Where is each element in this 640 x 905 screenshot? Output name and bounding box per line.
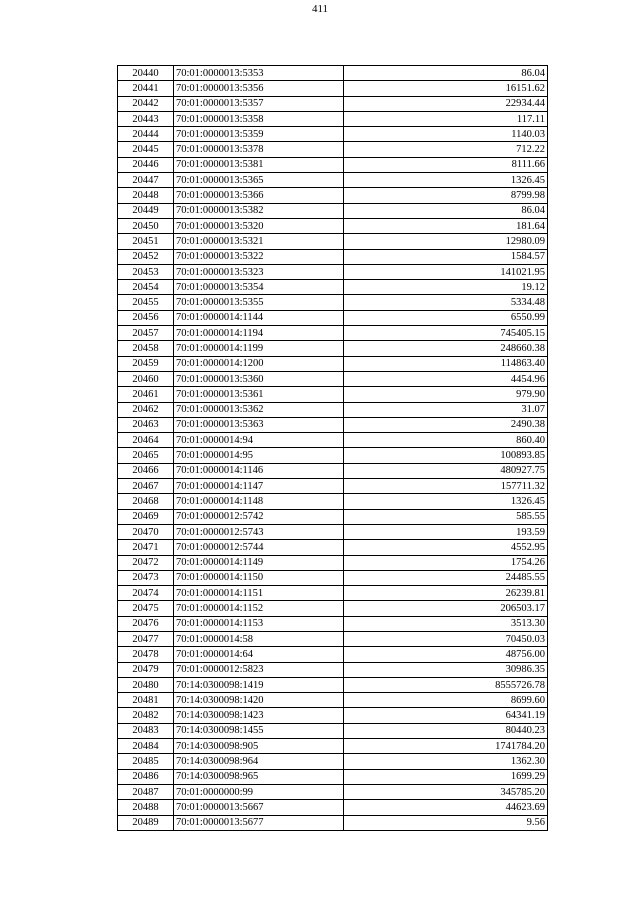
cadastral-number: 70:01:0000013:5357 [174,96,344,111]
cadastral-value: 100893.85 [344,448,548,463]
row-number: 20464 [118,433,174,448]
cadastral-number: 70:01:0000014:1200 [174,356,344,371]
row-number: 20455 [118,295,174,310]
table-row [118,310,548,325]
table-row [118,295,548,310]
cadastral-number: 70:01:0000014:1153 [174,616,344,631]
row-number: 20478 [118,647,174,662]
row-number: 20466 [118,463,174,478]
cadastral-value: 8111.66 [344,157,548,172]
cadastral-number: 70:14:0300098:1423 [174,708,344,723]
cadastral-number: 70:01:0000013:5365 [174,173,344,188]
table-row [118,264,548,279]
row-number: 20461 [118,387,174,402]
table-row [118,127,548,142]
cadastral-value: 22934.44 [344,96,548,111]
row-number: 20460 [118,371,174,386]
cadastral-value: 745405.15 [344,326,548,341]
row-number: 20465 [118,448,174,463]
cadastral-value: 9.56 [344,815,548,830]
cadastral-number: 70:01:0000013:5322 [174,249,344,264]
cadastral-value: 1362.30 [344,754,548,769]
row-number: 20446 [118,157,174,172]
cadastral-number: 70:01:0000013:5363 [174,417,344,432]
cadastral-number: 70:01:0000014:94 [174,433,344,448]
cadastral-value: 117.11 [344,111,548,126]
row-number: 20456 [118,310,174,325]
cadastral-number: 70:14:0300098:964 [174,754,344,769]
cadastral-number: 70:01:0000014:1144 [174,310,344,325]
row-number: 20487 [118,784,174,799]
cadastral-number: 70:01:0000013:5356 [174,81,344,96]
row-number: 20442 [118,96,174,111]
cadastral-value: 64341.19 [344,708,548,723]
cadastral-number: 70:01:0000013:5667 [174,800,344,815]
cadastral-value: 480927.75 [344,463,548,478]
table-row [118,677,548,692]
table-row [118,540,548,555]
cadastral-value: 248660.38 [344,341,548,356]
row-number: 20489 [118,815,174,830]
row-number: 20488 [118,800,174,815]
cadastral-value: 1699.29 [344,769,548,784]
table-row [118,188,548,203]
row-number: 20485 [118,754,174,769]
table-row [118,815,548,830]
table-row [118,784,548,799]
cadastral-value: 5334.48 [344,295,548,310]
row-number: 20467 [118,479,174,494]
table-row [118,647,548,662]
cadastral-number: 70:01:0000013:5677 [174,815,344,830]
row-number: 20459 [118,356,174,371]
table-row [118,693,548,708]
cadastral-value: 1741784.20 [344,739,548,754]
table-row [118,417,548,432]
table-row [118,769,548,784]
row-number: 20447 [118,173,174,188]
row-number: 20443 [118,111,174,126]
row-number: 20445 [118,142,174,157]
row-number: 20441 [118,81,174,96]
cadastral-value-table [117,65,548,831]
cadastral-value: 31.07 [344,402,548,417]
table-row [118,586,548,601]
cadastral-number: 70:01:0000013:5382 [174,203,344,218]
cadastral-number: 70:01:0000013:5360 [174,371,344,386]
cadastral-value: 1584.57 [344,249,548,264]
cadastral-value: 141021.95 [344,264,548,279]
cadastral-number: 70:01:0000013:5354 [174,280,344,295]
row-number: 20444 [118,127,174,142]
row-number: 20474 [118,586,174,601]
cadastral-number: 70:01:0000014:1150 [174,570,344,585]
cadastral-number: 70:01:0000013:5321 [174,234,344,249]
table-row [118,249,548,264]
cadastral-value: 157711.32 [344,479,548,494]
cadastral-number: 70:01:0000013:5323 [174,264,344,279]
cadastral-number: 70:01:0000014:64 [174,647,344,662]
row-number: 20481 [118,693,174,708]
cadastral-number: 70:01:0000013:5353 [174,66,344,81]
cadastral-number: 70:01:0000014:58 [174,631,344,646]
table-row [118,326,548,341]
table-row [118,555,548,570]
table-row [118,371,548,386]
row-number: 20462 [118,402,174,417]
row-number: 20472 [118,555,174,570]
row-number: 20484 [118,739,174,754]
table-row [118,631,548,646]
cadastral-value: 24485.55 [344,570,548,585]
cadastral-number: 70:01:0000014:1194 [174,326,344,341]
table-row [118,433,548,448]
cadastral-value: 70450.03 [344,631,548,646]
cadastral-number: 70:01:0000013:5358 [174,111,344,126]
cadastral-value: 3513.30 [344,616,548,631]
row-number: 20449 [118,203,174,218]
table-row [118,157,548,172]
table-row [118,96,548,111]
row-number: 20469 [118,509,174,524]
row-number: 20470 [118,524,174,539]
cadastral-value: 1326.45 [344,494,548,509]
table-row [118,402,548,417]
row-number: 20448 [118,188,174,203]
row-number: 20463 [118,417,174,432]
cadastral-number: 70:14:0300098:1420 [174,693,344,708]
table-row [118,723,548,738]
cadastral-value: 206503.17 [344,601,548,616]
cadastral-number: 70:01:0000014:1149 [174,555,344,570]
table-row [118,142,548,157]
cadastral-value: 86.04 [344,66,548,81]
cadastral-value: 19.12 [344,280,548,295]
cadastral-value: 8799.98 [344,188,548,203]
table-row [118,280,548,295]
cadastral-number: 70:01:0000014:1147 [174,479,344,494]
cadastral-value: 44623.69 [344,800,548,815]
table-row [118,509,548,524]
cadastral-value: 1754.26 [344,555,548,570]
cadastral-value: 114863.40 [344,356,548,371]
cadastral-value: 2490.38 [344,417,548,432]
cadastral-number: 70:01:0000013:5366 [174,188,344,203]
cadastral-number: 70:01:0000012:5823 [174,662,344,677]
cadastral-number: 70:01:0000014:1199 [174,341,344,356]
cadastral-value: 1140.03 [344,127,548,142]
cadastral-value: 12980.09 [344,234,548,249]
table-row [118,356,548,371]
table-row [118,616,548,631]
table-row [118,81,548,96]
cadastral-number: 70:01:0000012:5744 [174,540,344,555]
cadastral-value: 48756.00 [344,647,548,662]
cadastral-number: 70:01:0000014:1148 [174,494,344,509]
table-row [118,494,548,509]
cadastral-number: 70:01:0000014:95 [174,448,344,463]
cadastral-value: 345785.20 [344,784,548,799]
table-row [118,341,548,356]
cadastral-value: 6550.99 [344,310,548,325]
cadastral-value: 80440.23 [344,723,548,738]
row-number: 20454 [118,280,174,295]
table-row [118,570,548,585]
cadastral-number: 70:01:0000013:5362 [174,402,344,417]
page-number: 411 [311,3,329,15]
cadastral-number: 70:01:0000013:5359 [174,127,344,142]
table-row [118,800,548,815]
cadastral-value: 4454.96 [344,371,548,386]
cadastral-value: 860.40 [344,433,548,448]
cadastral-number: 70:01:0000012:5742 [174,509,344,524]
table-row [118,218,548,233]
table-row [118,601,548,616]
row-number: 20471 [118,540,174,555]
cadastral-value: 30986.35 [344,662,548,677]
table-row [118,479,548,494]
table-row [118,448,548,463]
row-number: 20451 [118,234,174,249]
row-number: 20483 [118,723,174,738]
row-number: 20458 [118,341,174,356]
row-number: 20475 [118,601,174,616]
cadastral-value: 193.59 [344,524,548,539]
table-row [118,739,548,754]
row-number: 20453 [118,264,174,279]
cadastral-value: 181.64 [344,218,548,233]
cadastral-value: 26239.81 [344,586,548,601]
cadastral-value: 8699.60 [344,693,548,708]
table-row [118,754,548,769]
cadastral-value: 16151.62 [344,81,548,96]
cadastral-number: 70:14:0300098:905 [174,739,344,754]
row-number: 20486 [118,769,174,784]
cadastral-value: 1326.45 [344,173,548,188]
table-row [118,111,548,126]
cadastral-number: 70:01:0000014:1151 [174,586,344,601]
row-number: 20473 [118,570,174,585]
row-number: 20480 [118,677,174,692]
cadastral-number: 70:01:0000013:5378 [174,142,344,157]
cadastral-number: 70:01:0000013:5355 [174,295,344,310]
table-row [118,524,548,539]
table-row [118,203,548,218]
cadastral-number: 70:14:0300098:1455 [174,723,344,738]
cadastral-number: 70:14:0300098:1419 [174,677,344,692]
row-number: 20468 [118,494,174,509]
table-row [118,234,548,249]
table-row [118,463,548,478]
row-number: 20440 [118,66,174,81]
cadastral-number: 70:01:0000000:99 [174,784,344,799]
cadastral-number: 70:01:0000013:5320 [174,218,344,233]
cadastral-number: 70:01:0000012:5743 [174,524,344,539]
table-row [118,662,548,677]
cadastral-value: 712.22 [344,142,548,157]
row-number: 20477 [118,631,174,646]
row-number: 20476 [118,616,174,631]
cadastral-value: 4552.95 [344,540,548,555]
table-row [118,387,548,402]
table-row [118,708,548,723]
row-number: 20457 [118,326,174,341]
cadastral-value: 8555726.78 [344,677,548,692]
cadastral-number: 70:01:0000013:5381 [174,157,344,172]
row-number: 20452 [118,249,174,264]
cadastral-number: 70:01:0000014:1152 [174,601,344,616]
table-body [118,66,548,831]
cadastral-number: 70:14:0300098:965 [174,769,344,784]
row-number: 20450 [118,218,174,233]
table-row [118,66,548,81]
row-number: 20479 [118,662,174,677]
row-number: 20482 [118,708,174,723]
cadastral-value: 979.90 [344,387,548,402]
table-row [118,173,548,188]
cadastral-value: 86.04 [344,203,548,218]
cadastral-number: 70:01:0000013:5361 [174,387,344,402]
cadastral-number: 70:01:0000014:1146 [174,463,344,478]
cadastral-value: 585.55 [344,509,548,524]
